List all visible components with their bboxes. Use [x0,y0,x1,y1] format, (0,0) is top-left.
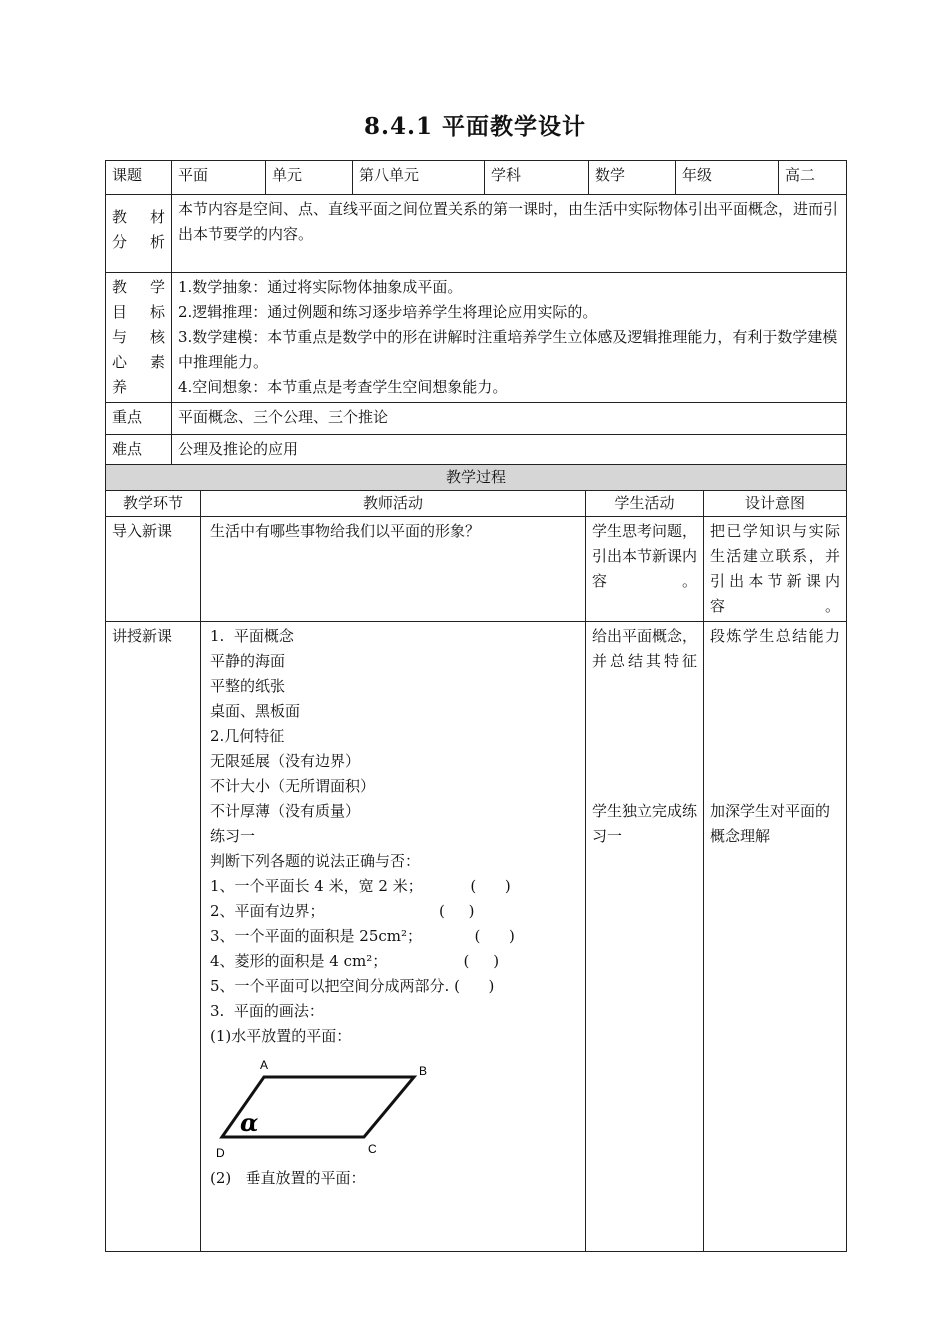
goals-label: 教 学 目 标 与 核 心 素 养 [106,273,172,403]
lecture-line: 2、平面有边界； ( ) [210,902,475,920]
vertex-b-label: B [419,1064,428,1078]
vertex-c-label: C [368,1142,377,1156]
subject-value: 数学 [589,161,676,195]
lecture-student [586,622,704,1252]
lecture-line: 桌面、黑板面 [210,702,301,720]
label-topic: 课题 [106,161,172,195]
plane-alpha-label: α [240,1108,259,1137]
lecture-teacher [201,622,586,1252]
intro-teacher: 生活中有哪些事物给我们以平面的形象？ [201,517,586,622]
process-band: 教学过程 [106,465,847,491]
header-teacher: 教师活动 [201,491,586,517]
lecture-line: 4、菱形的面积是 4 cm²； ( ) [210,952,500,970]
vertex-a-label: A [260,1058,269,1072]
lecture-line: 练习一 [210,827,256,845]
intro-student: 学生思考问题，引出本节新课内容。 [586,517,704,622]
lecture-line: 不计厚薄（没有质量） [210,802,361,820]
label-unit: 单元 [266,161,353,195]
horizontal-plane-diagram [214,1057,444,1162]
lecture-line: 3、一个平面的面积是 25cm²； ( ) [210,927,515,945]
grade-value: 高二 [779,161,847,195]
lecture-line: 无限延展（没有边界） [210,752,361,770]
lecture-line: 3. 平面的画法： [210,1002,324,1020]
key-points-text: 平面概念、三个公理、三个推论 [172,403,847,435]
difficulties-text: 公理及推论的应用 [172,435,847,467]
analysis-text: 本节内容是空间、点、直线平面之间位置关系的第一课时，由生活中实际物体引出平面概念，进而引出本节要学的内容。 [172,195,847,273]
topic-value: 平面 [172,161,266,195]
goal-item: 3.数学建模：本节重点是数学中的形在讲解时注重培养学生立体感及逻辑推理能力，有利于数学建模中推理能力。 [178,328,838,371]
key-points-label: 重点 [106,403,172,435]
lecture-intent [704,622,847,1252]
lecture-line: 不计大小（无所谓面积） [210,777,376,795]
label-grade: 年级 [676,161,779,195]
lecture-line: (2) 垂直放置的平面： [210,1169,366,1187]
label-subject: 学科 [485,161,589,195]
info-table [105,160,847,467]
lecture-line: 5、一个平面可以把空间分成两部分. ( ) [210,977,495,995]
analysis-label: 教 材 分 析 [106,195,172,273]
vertex-d-label: D [216,1146,225,1160]
lecture-line: 平整的纸张 [210,677,286,695]
goals-list [172,273,847,403]
unit-value: 第八单元 [353,161,485,195]
lecture-line: 2.几何特征 [210,727,285,745]
page-title: 8.4.1 平面教学设计 [363,113,587,140]
goal-item: 1.数学抽象：通过将实际物体抽象成平面。 [178,278,463,296]
lecture-student-2: 学生独立完成练习一 [592,802,698,845]
lecture-stage: 讲授新课 [106,622,201,1252]
header-intent: 设计意图 [704,491,847,517]
header-stage: 教学环节 [106,491,201,517]
goal-item: 2.逻辑推理：通过例题和练习逐步培养学生将理论应用实际的。 [178,303,598,321]
intro-stage: 导入新课 [106,517,201,622]
lecture-student-1: 给出平面概念，并总结其特征 [592,627,698,670]
goal-item: 4.空间想象：本节重点是考查学生空间想象能力。 [178,378,508,396]
lecture-line: (1)水平放置的平面： [210,1027,352,1045]
lecture-line: 判断下列各题的说法正确与否： [210,852,421,870]
lecture-intent-2: 加深学生对平面的概念理解 [710,802,831,845]
header-student: 学生活动 [586,491,704,517]
lecture-intent-1: 段炼学生总结能力 [710,627,841,645]
process-table [105,464,847,1252]
intro-intent: 把已学知识与实际生活建立联系，并引出本节新课内容。 [704,517,847,622]
lecture-line: 平静的海面 [210,652,286,670]
lecture-line: 1、一个平面长 4 米，宽 2 米； ( ) [210,877,511,895]
lecture-line: 1. 平面概念 [210,627,294,645]
difficulties-label: 难点 [106,435,172,467]
